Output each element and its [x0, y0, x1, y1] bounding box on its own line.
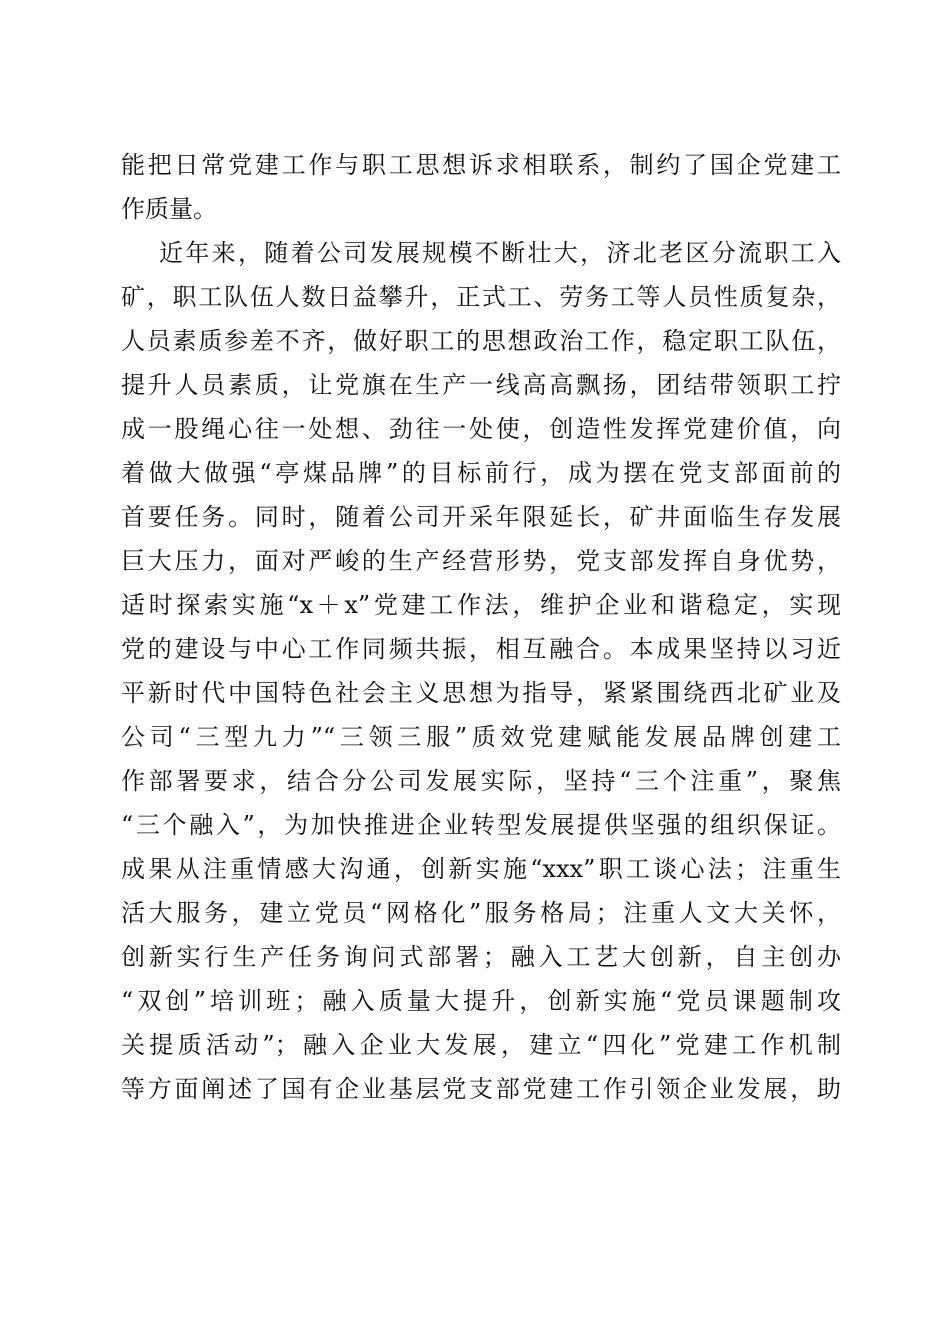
paragraph-first-line: 近年来，随着公司发展规模不断壮大，济北老区分流职工入 — [159, 239, 841, 267]
text-line: “双创”培训班；融入质量大提升，创新实施“党员课题制攻 — [121, 987, 841, 1015]
text-line: 关提质活动”；融入企业大发展，建立“四化”党建工作机制 — [121, 1031, 841, 1059]
text-line: 作部署要求，结合分公司发展实际，坚持“三个注重”，聚焦 — [121, 767, 841, 795]
text-line: 人员素质参差不齐，做好职工的思想政治工作，稳定职工队伍， — [121, 327, 841, 355]
text-line: 成果从注重情感大沟通，创新实施“xxx”职工谈心法；注重生 — [121, 855, 841, 883]
text-line: 平新时代中国特色社会主义思想为指导，紧紧围绕西北矿业及 — [121, 679, 841, 707]
text-line: “三个融入”，为加快推进企业转型发展提供坚强的组织保证。 — [121, 811, 841, 839]
text-line: 成一股绳心往一处想、劲往一处使，创造性发挥党建价值，向 — [121, 415, 841, 443]
text-line: 适时探索实施“x＋x”党建工作法，维护企业和谐稳定，实现 — [121, 591, 841, 619]
text-line: 创新实行生产任务询问式部署；融入工艺大创新，自主创办 — [121, 943, 841, 971]
text-line: 能把日常党建工作与职工思想诉求相联系，制约了国企党建工 — [121, 151, 841, 179]
text-line: 巨大压力，面对严峻的生产经营形势，党支部发挥自身优势， — [121, 547, 841, 575]
text-line: 作质量。 — [121, 195, 217, 223]
text-line: 着做大做强“亭煤品牌”的目标前行，成为摆在党支部面前的 — [121, 459, 841, 487]
text-line: 首要任务。同时，随着公司开采年限延长，矿井面临生存发展 — [121, 503, 841, 531]
text-line: 党的建设与中心工作同频共振，相互融合。本成果坚持以习近 — [121, 635, 841, 663]
text-line: 提升人员素质，让党旗在生产一线高高飘扬，团结带领职工拧 — [121, 371, 841, 399]
text-line: 矿，职工队伍人数日益攀升，正式工、劳务工等人员性质复杂， — [121, 283, 841, 311]
text-line: 活大服务，建立党员“网格化”服务格局；注重人文大关怀， — [121, 899, 841, 927]
text-line: 等方面阐述了国有企业基层党支部党建工作引领企业发展，助 — [121, 1075, 841, 1103]
text-line: 公司“三型九力”“三领三服”质效党建赋能发展品牌创建工 — [121, 723, 841, 751]
